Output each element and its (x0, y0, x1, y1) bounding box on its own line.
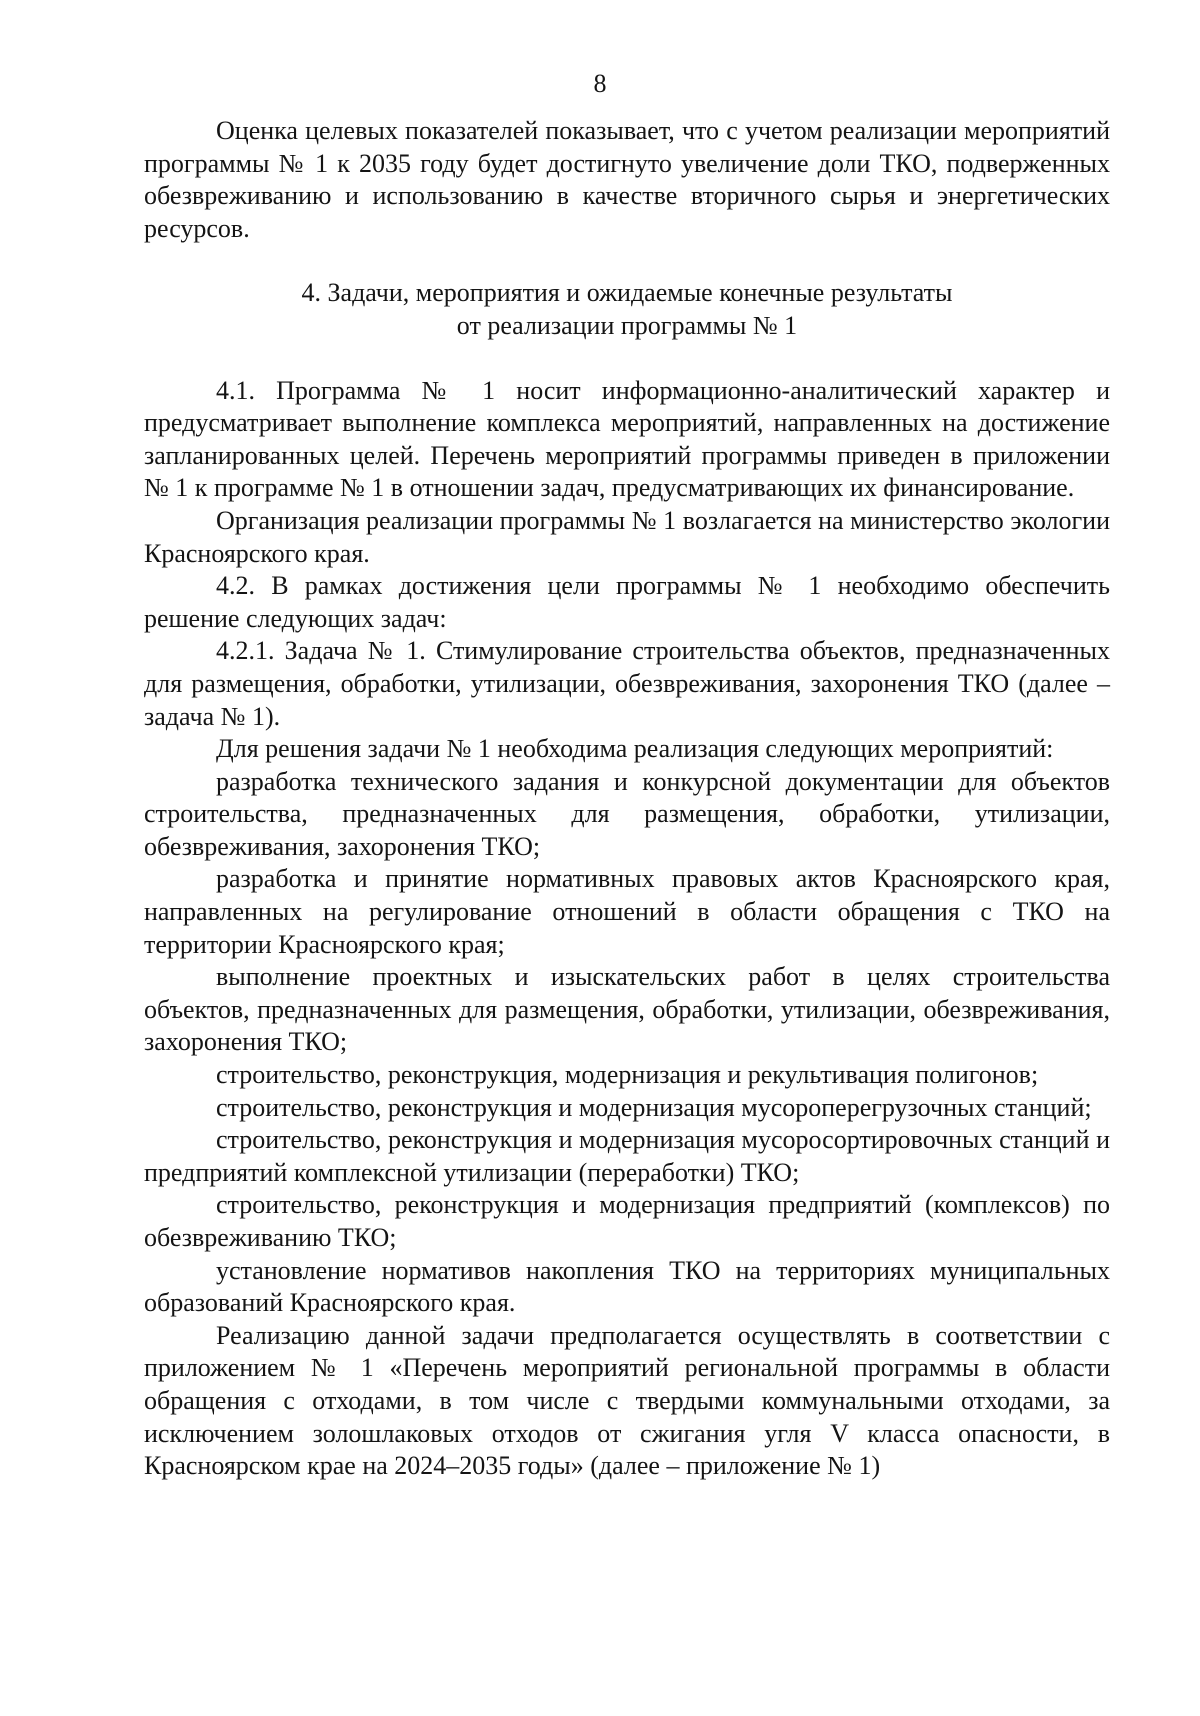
measure-item: строительство, реконструкция и модернизация мусороперегрузочных станций; (216, 1092, 1092, 1122)
measure-item: строительство, реконструкция и модернизация предприятий (комплексов) по обезвреживанию ТКО; (144, 1190, 1110, 1252)
document-body (144, 115, 1110, 1483)
section-heading-line-1: 4. Задачи, мероприятия и ожидаемые конечные результаты (301, 278, 953, 308)
measure-item: строительство, реконструкция, модернизация и рекультивация полигонов; (216, 1060, 1039, 1090)
measure-item: выполнение проектных и изыскательских работ в целях строительства объектов, предназначенных для размещения, обработки, утилизации, обезвреживания, захоронения ТКО; (144, 962, 1110, 1057)
paragraph-4-2-1: 4.2.1. Задача № 1. Стимулирование строительства объектов, предназначенных для размещения, обработки, утилизации, обезвреживания, захоронения ТКО (далее – задача № 1). (144, 636, 1110, 731)
page-number: 8 (593, 69, 607, 98)
intro-paragraph: Оценка целевых показателей показывает, что с учетом реализации мероприятий программы № 1 к 2035 году будет достигнуто увеличение доли ТКО, подверженных обезвреживанию и использованию в качестве вторичного сырья и энергетических ресурсов. (144, 116, 1110, 243)
paragraph-4-1: 4.1. Программа № 1 носит информационно-аналитический характер и предусматривает выполнение комплекса мероприятий, направленных на достижение запланированных целей. Перечень мероприятий программы приведен в приложении № 1 к программе № 1 в отношении задач, предусматривающих их финансирование. (144, 375, 1110, 503)
measure-item: установление нормативов накопления ТКО на территориях муниципальных образований Красноярского края. (144, 1255, 1110, 1318)
measure-item: строительство, реконструкция и модернизация мусоросортировочных станций и предприятий комплексной утилизации (переработки) ТКО; (144, 1125, 1110, 1187)
measure-item: разработка и принятие нормативных правовых актов Красноярского края, направленных на регулирование отношений в области обращения с ТКО на территории Красноярского края; (144, 864, 1110, 959)
paragraph-4-2: 4.2. В рамках достижения цели программы № 1 необходимо обеспечить решение следующих задач: (144, 571, 1110, 633)
paragraph-organization: Организация реализации программы № 1 возлагается на министерство экологии Красноярского края. (144, 505, 1110, 568)
measure-item: разработка технического задания и конкурсной документации для объектов строительства, предназначенных для размещения, обработки, утилизации, обезвреживания, захоронения ТКО; (144, 766, 1110, 861)
section-heading (144, 277, 1110, 342)
paragraph-measures-intro: Для решения задачи № 1 необходима реализация следующих мероприятий: (216, 734, 1054, 764)
section-heading-line-2: от реализации программы № 1 (456, 310, 798, 340)
paragraph-implementation: Реализацию данной задачи предполагается осуществлять в соответствии с приложением № 1 «Перечень мероприятий региональной программы в области обращения с отходами, в том числе с твердыми коммунальными отходами, за исключением золошлаковых отходов от сжигания угля V класса опасности, в Красноярском крае на 2024–2035 годы» (далее – приложение № 1) (144, 1320, 1110, 1481)
